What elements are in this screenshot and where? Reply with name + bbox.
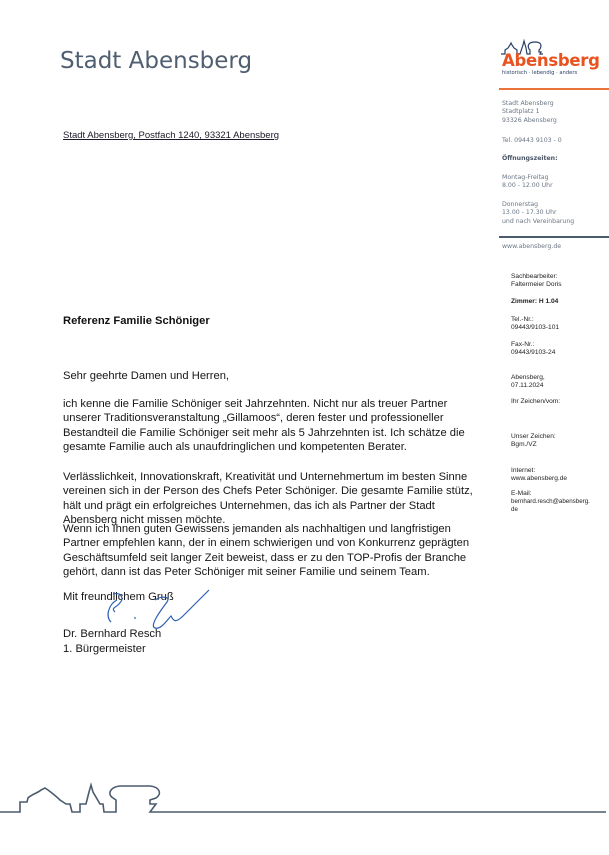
email-info: E-Mail: bernhard.resch@abensberg. de (511, 490, 590, 514)
phone-number: Tel.-Nr.: 09443/9103-101 (511, 316, 560, 332)
footer-skyline-icon (0, 778, 609, 828)
clerk-info: Sachbearbeiter: Faltermeier Doris (511, 273, 562, 289)
orange-divider (499, 88, 609, 90)
contact-address: Stadt Abensberg Stadtplatz 1 93326 Abensberg (502, 100, 557, 124)
opening-hours-heading: Öffnungszeiten: (502, 155, 558, 162)
internet-info: Internet: www.abensberg.de (511, 467, 568, 483)
organization-title: Stadt Abensberg (60, 48, 253, 74)
contact-website: www.abensberg.de (502, 243, 562, 250)
opening-hours-thursday: Donnerstag 13.00 - 17.30 Uhr und nach Vereinbarung (502, 201, 575, 225)
paragraph-1: ich kenne die Familie Schöniger seit Jahrzehnten. Nicht nur als treuer Partner unserer Traditionsveranstaltung „Gillamoos“, deren fester und professioneller Bestandteil die Familie Schöniger seit mehr als 5 Jahrzehnten ist. Ich schätze die gesamte Familie auch als unaufdringlichen und kompetenten Berater. (63, 398, 465, 454)
signer-title: 1. Bürgermeister (63, 643, 146, 655)
opening-hours-weekdays: Montag-Freitag 8.00 - 12.00 Uhr (502, 174, 553, 190)
salutation: Sehr geehrte Damen und Herren, (63, 370, 230, 382)
dark-divider (499, 236, 609, 238)
your-reference-label: Ihr Zeichen/vom: (511, 398, 561, 405)
logo-wordmark: Abensberg (502, 51, 600, 70)
signer-name: Dr. Bernhard Resch (63, 628, 162, 640)
paragraph-3: Wenn ich Ihnen guten Gewissens jemanden als nachhaltigen und langfristigen Partner empfehlen kann, der in einem schwierigen und von Konkurrenz geprägten Geschäftsumfeld seit langer Zeit beweist, dass er zu den TOP-Profis der Branche gehört, dann ist das Peter Schöniger mit seiner Familie und seinem Team. (63, 523, 470, 579)
our-reference: Unser Zeichen: Bgm./VZ (511, 433, 556, 449)
contact-phone: Tel. 09443 9103 - 0 (502, 137, 562, 144)
room-number: Zimmer: H 1.04 (511, 298, 559, 305)
logo-tagline: historisch · lebendig · anders (502, 70, 578, 76)
letter-subject: Referenz Familie Schöniger (63, 315, 210, 327)
paragraph-2: Verlässlichkeit, Innovationskraft, Kreativität und Unternehmertum im besten Sinne vereinen sich in der Person des Chefs Peter Schöniger. Die gesamte Familie stütz, hält und prägt ein erfolgreiches Unternehmen, das ich als Partner der Stadt Abensberg nicht missen möchte. (63, 471, 473, 527)
return-address: Stadt Abensberg, Postfach 1240, 93321 Abensberg (63, 130, 280, 141)
fax-number: Fax-Nr.: 09443/9103-24 (511, 341, 556, 357)
letter-date: Abensberg, 07.11.2024 (511, 374, 545, 390)
closing: Mit freundlichem Gruß (63, 591, 174, 603)
